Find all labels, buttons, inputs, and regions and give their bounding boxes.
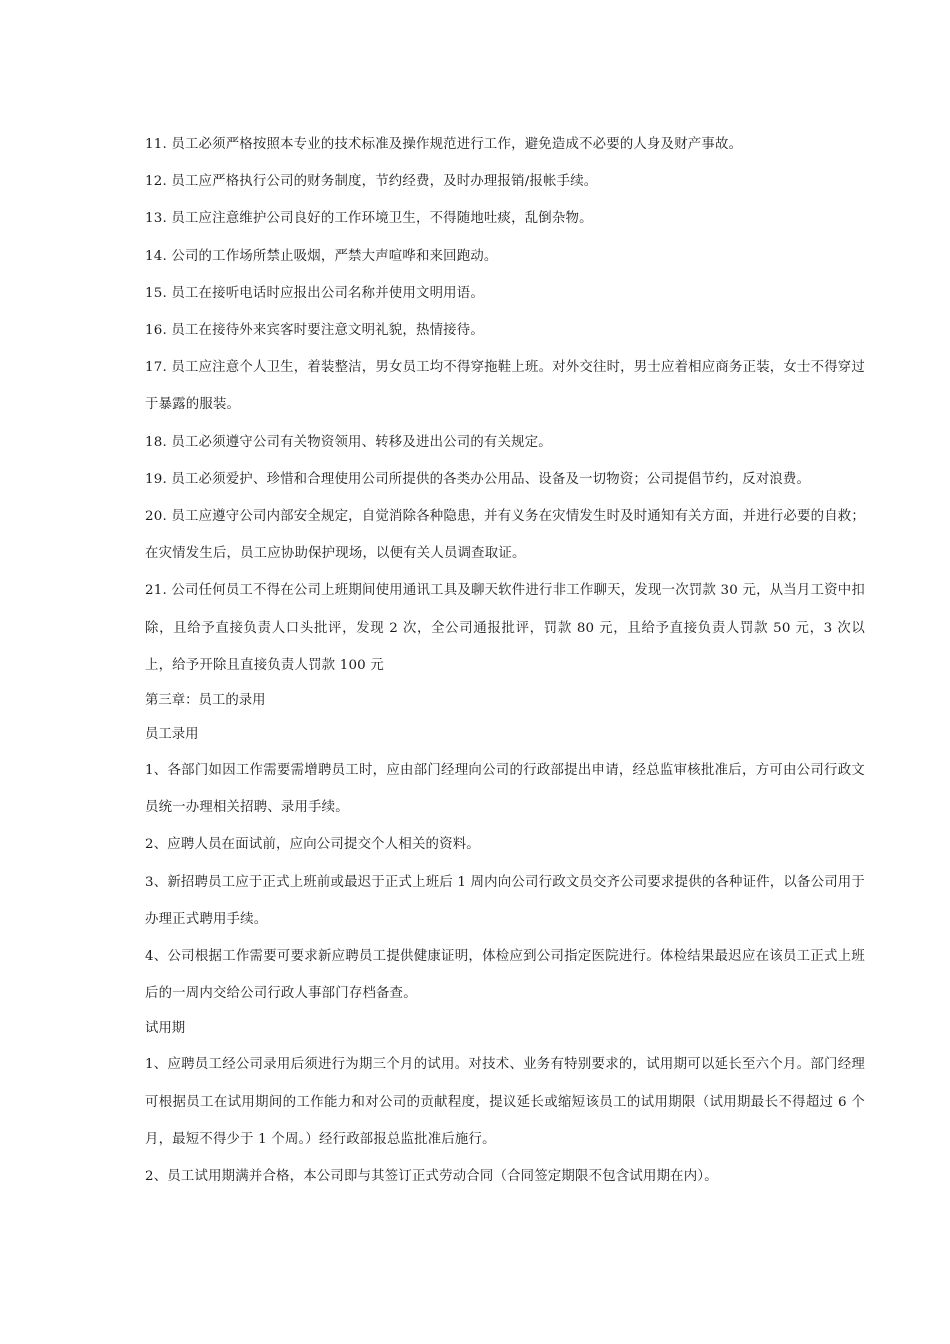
hiring-item-2: 2、应聘人员在面试前，应向公司提交个人相关的资料。 (145, 837, 480, 853)
rule-13: 13. 员工应注意维护公司良好的工作环境卫生，不得随地吐痰，乱倒杂物。 (145, 211, 593, 227)
probation-item-1: 1、应聘员工经公司录用后须进行为期三个月的试用。对技术、业务有特别要求的，试用期可以延长至六个月。部门经理可根据员工在试用期间的工作能力和对公司的贡献程度，提议延长或缩短该员工的试用期限（试用期最长不得超过 6 个月，最短不得少于 1 个周。）经行政部报总监批准后施行。 (145, 1057, 865, 1147)
rule-19: 19. 员工必须爱护、珍惜和合理使用公司所提供的各类办公用品、设备及一切物资；公司提倡节约，反对浪费。 (145, 471, 811, 487)
probation-item-2: 2、员工试用期满并合格，本公司即与其签订正式劳动合同（合同签定期限不包含试用期在内）。 (145, 1169, 718, 1185)
rule-20: 20. 员工应遵守公司内部安全规定，自觉消除各种隐患，并有义务在灾情发生时及时通知有关方面，并进行必要的自救；在灾情发生后，员工应协助保护现场，以便有关人员调查取证。 (145, 509, 865, 562)
hiring-item-4: 4、公司根据工作需要可要求新应聘员工提供健康证明，体检应到公司指定医院进行。体检结果最迟应在该员工正式上班后的一周内交给公司行政人事部门存档备查。 (145, 949, 865, 1002)
rule-16: 16. 员工在接待外来宾客时要注意文明礼貌，热情接待。 (145, 323, 484, 339)
rule-21: 21. 公司任何员工不得在公司上班期间使用通讯工具及聊天软件进行非工作聊天，发现一次罚款 30 元，从当月工资中扣除，且给予直接负责人口头批评，发现 2 次，全公司通报批评，罚款 80 元，且给予直接负责人罚款 50 元，3 次以上，给予开除且直接负责人罚款 100 元 (145, 583, 865, 673)
rule-11: 11. 员工必须严格按照本专业的技术标准及操作规范进行工作，避免造成不必要的人身及财产事故。 (145, 137, 743, 152)
section-title-hiring: 员工录用 (145, 727, 199, 743)
rule-15: 15. 员工在接听电话时应报出公司名称并使用文明用语。 (145, 285, 484, 301)
rule-18: 18. 员工必须遵守公司有关物资领用、转移及进出公司的有关规定。 (145, 434, 552, 450)
chapter-title: 第三章：员工的录用 (145, 693, 266, 709)
hiring-item-3: 3、新招聘员工应于正式上班前或最迟于正式上班后 1 周内向公司行政文员交齐公司要求提供的各种证件，以备公司用于办理正式聘用手续。 (145, 874, 865, 927)
document-body (145, 126, 865, 1195)
hiring-item-1: 1、各部门如因工作需要需增聘员工时，应由部门经理向公司的行政部提出申请，经总监审核批准后，方可由公司行政文员统一办理相关招聘、录用手续。 (145, 763, 865, 816)
section-title-probation: 试用期 (145, 1021, 186, 1037)
rule-12: 12. 员工应严格执行公司的财务制度，节约经费，及时办理报销/报帐手续。 (145, 174, 598, 190)
rule-14: 14. 公司的工作场所禁止吸烟，严禁大声喧哗和来回跑动。 (145, 248, 498, 264)
rule-17: 17. 员工应注意个人卫生，着装整洁，男女员工均不得穿拖鞋上班。对外交往时，男士应着相应商务正装，女士不得穿过于暴露的服装。 (145, 360, 865, 413)
